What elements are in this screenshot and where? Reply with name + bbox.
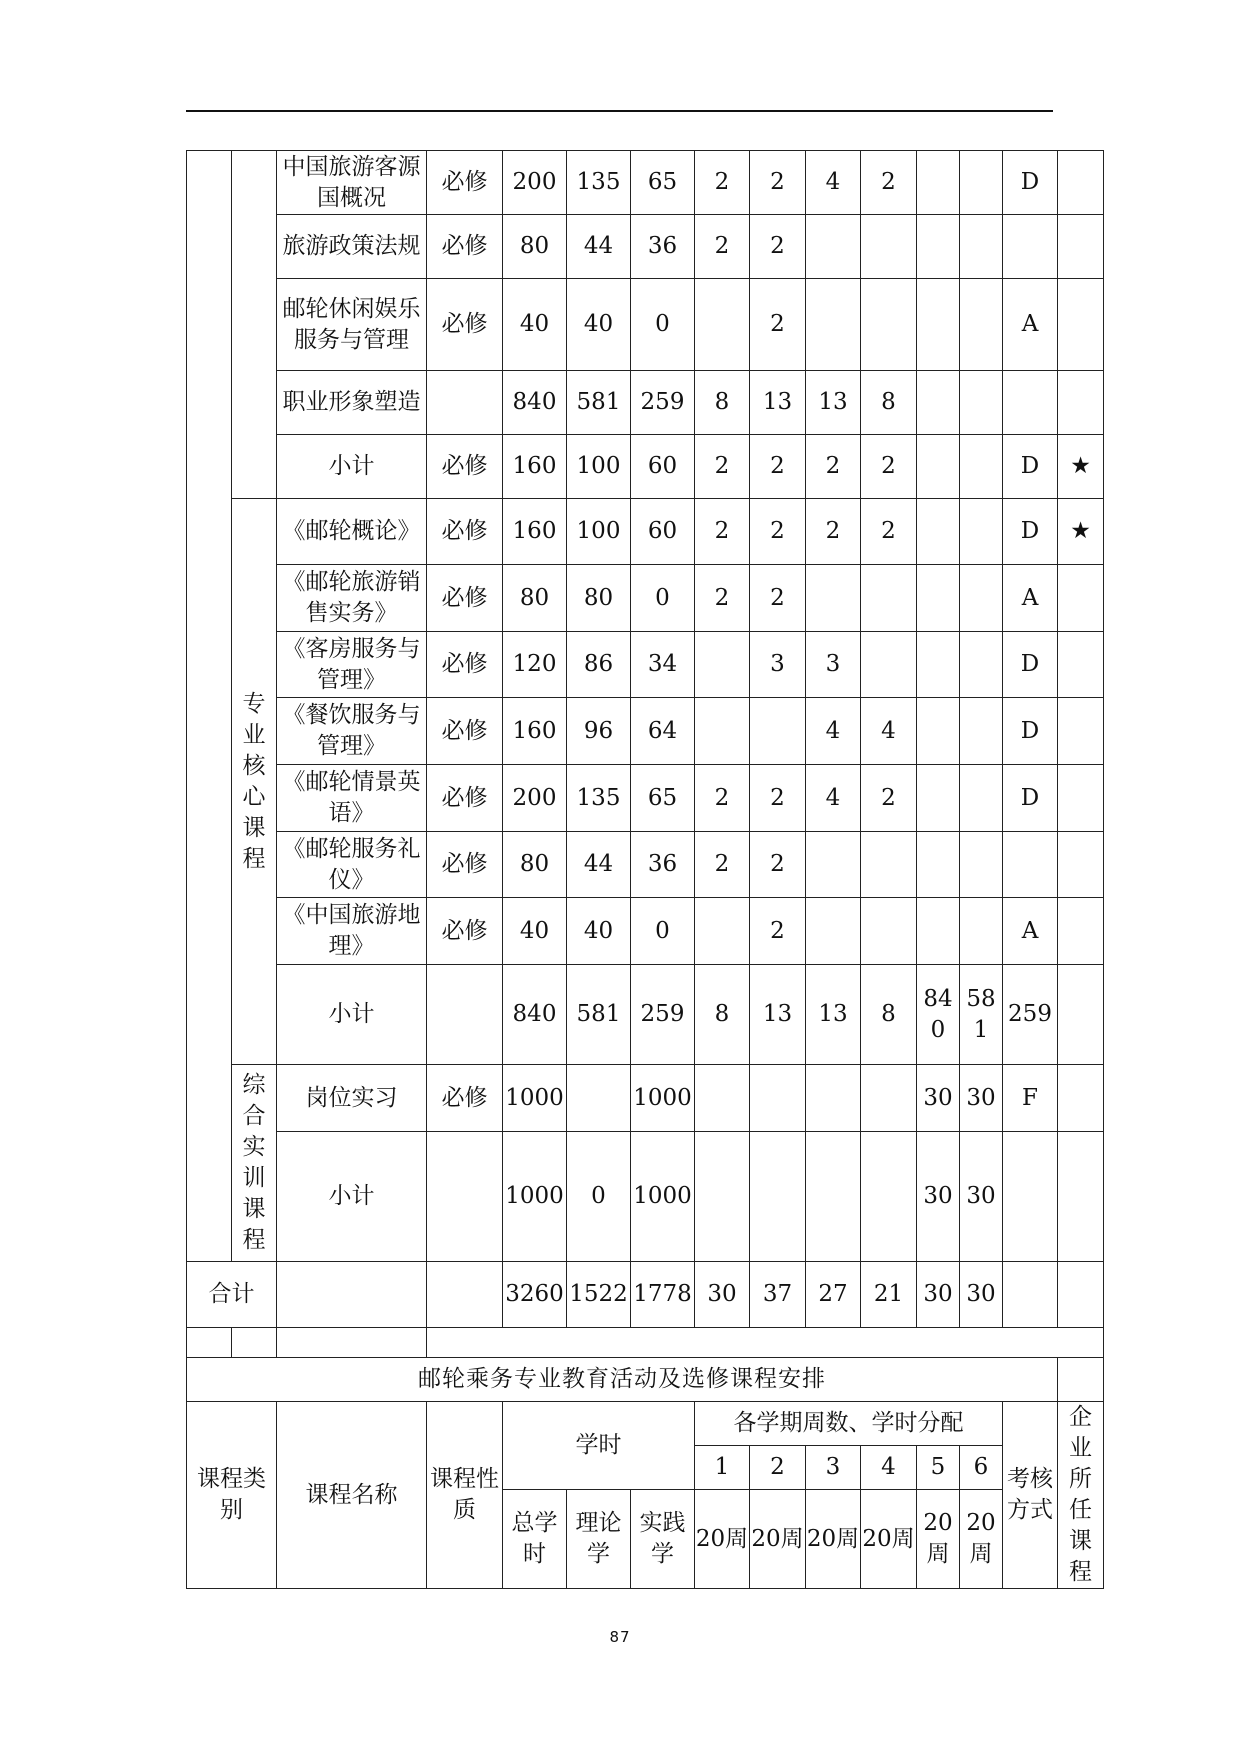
theory-hours: 100	[567, 499, 631, 565]
subcategory-column	[232, 151, 277, 499]
sem2: 2	[750, 832, 806, 898]
sem2: 2	[750, 279, 806, 371]
theory-hours: 96	[567, 698, 631, 765]
sem1: 8	[695, 965, 750, 1065]
sem2: 13	[750, 965, 806, 1065]
sem6	[960, 435, 1003, 499]
exam-method: A	[1003, 279, 1058, 371]
sem1: 2	[695, 832, 750, 898]
sem5	[917, 279, 960, 371]
exam-method: D	[1003, 435, 1058, 499]
sem6	[960, 632, 1003, 698]
table-row	[187, 898, 1104, 965]
total-hours: 80	[503, 215, 567, 279]
sem6	[960, 499, 1003, 565]
sem2: 2	[750, 215, 806, 279]
sem3	[806, 565, 861, 632]
table-row	[187, 1132, 1104, 1262]
practice-hours: 36	[631, 832, 695, 898]
section-title-row	[187, 1358, 1104, 1402]
header-row	[187, 1402, 1104, 1446]
sem6	[960, 151, 1003, 215]
sem5: 30	[917, 1065, 960, 1132]
total-hours: 120	[503, 632, 567, 698]
table-row	[187, 151, 1104, 215]
sem6	[960, 698, 1003, 765]
course-name: 职业形象塑造	[277, 371, 427, 435]
course-nature	[427, 965, 503, 1065]
total-name-blank	[277, 1262, 427, 1328]
header-enterprise-course: 企业所任课程	[1058, 1402, 1104, 1589]
total-nature-blank	[427, 1262, 503, 1328]
exam-method: D	[1003, 765, 1058, 832]
header-sem-2: 2	[750, 1446, 806, 1490]
enterprise-mark	[1058, 151, 1104, 215]
sem1	[695, 279, 750, 371]
sem3: 2	[806, 499, 861, 565]
table-row	[187, 279, 1104, 371]
table-row	[187, 565, 1104, 632]
curriculum-table	[186, 150, 1104, 1589]
sem3: 13	[806, 965, 861, 1065]
table-row	[187, 1065, 1104, 1132]
header-weeks-6: 20周	[960, 1490, 1003, 1589]
enterprise-mark	[1058, 632, 1104, 698]
exam-method: 259	[1003, 965, 1058, 1065]
sem1: 2	[695, 499, 750, 565]
enterprise-mark: ★	[1058, 435, 1104, 499]
sem5: 30	[917, 1132, 960, 1262]
sem2: 2	[750, 435, 806, 499]
sem4	[861, 565, 917, 632]
sem6: 30	[960, 1065, 1003, 1132]
header-sem-6: 6	[960, 1446, 1003, 1490]
sem4: 2	[861, 765, 917, 832]
header-weeks-1: 20周	[695, 1490, 750, 1589]
theory-hours: 135	[567, 151, 631, 215]
total-sem1: 30	[695, 1262, 750, 1328]
sem5	[917, 565, 960, 632]
sem4: 8	[861, 371, 917, 435]
exam-method: D	[1003, 698, 1058, 765]
enterprise-mark	[1058, 1065, 1104, 1132]
practice-hours: 0	[631, 279, 695, 371]
sem5	[917, 371, 960, 435]
sem2: 13	[750, 371, 806, 435]
sem3: 4	[806, 698, 861, 765]
sem3: 4	[806, 151, 861, 215]
practice-hours: 65	[631, 765, 695, 832]
enterprise-mark	[1058, 698, 1104, 765]
sem2	[750, 698, 806, 765]
core-course-label: 专业核心课程	[232, 499, 277, 1065]
sem3: 13	[806, 371, 861, 435]
practice-hours: 34	[631, 632, 695, 698]
header-exam-method: 考核方式	[1003, 1402, 1058, 1589]
total-sem3: 27	[806, 1262, 861, 1328]
course-nature: 必修	[427, 1065, 503, 1132]
sem3	[806, 1132, 861, 1262]
header-semesters: 各学期周数、学时分配	[695, 1402, 1003, 1446]
blank-cell	[187, 1328, 232, 1358]
course-name: 《邮轮概论》	[277, 499, 427, 565]
sem6	[960, 565, 1003, 632]
practice-hours: 64	[631, 698, 695, 765]
sem1: 2	[695, 151, 750, 215]
blank-cell	[232, 1328, 277, 1358]
course-nature	[427, 371, 503, 435]
course-name: 邮轮休闲娱乐服务与管理	[277, 279, 427, 371]
total-hours: 160	[503, 698, 567, 765]
header-weeks-4: 20周	[861, 1490, 917, 1589]
total-sem2: 37	[750, 1262, 806, 1328]
sem6	[960, 765, 1003, 832]
sem1: 2	[695, 565, 750, 632]
sem1: 8	[695, 371, 750, 435]
course-name: 《邮轮服务礼仪》	[277, 832, 427, 898]
theory-hours: 44	[567, 832, 631, 898]
sem5: 840	[917, 965, 960, 1065]
course-nature: 必修	[427, 279, 503, 371]
sem3: 3	[806, 632, 861, 698]
theory-hours: 581	[567, 371, 631, 435]
sem2	[750, 1132, 806, 1262]
total-row	[187, 1262, 1104, 1328]
sem2: 2	[750, 499, 806, 565]
total-total-hours: 3260	[503, 1262, 567, 1328]
practice-hours: 1000	[631, 1132, 695, 1262]
course-nature: 必修	[427, 898, 503, 965]
sem6	[960, 832, 1003, 898]
exam-method	[1003, 371, 1058, 435]
enterprise-mark	[1058, 215, 1104, 279]
total-label: 合计	[187, 1262, 277, 1328]
sem6: 581	[960, 965, 1003, 1065]
exam-method: A	[1003, 565, 1058, 632]
course-nature: 必修	[427, 499, 503, 565]
enterprise-mark: ★	[1058, 499, 1104, 565]
enterprise-mark	[1058, 1132, 1104, 1262]
table-row	[187, 965, 1104, 1065]
sem1	[695, 698, 750, 765]
total-hours: 40	[503, 279, 567, 371]
sem2	[750, 1065, 806, 1132]
enterprise-mark	[1058, 765, 1104, 832]
sem2: 2	[750, 765, 806, 832]
total-hours: 160	[503, 499, 567, 565]
exam-method	[1003, 1132, 1058, 1262]
header-weeks-5: 20周	[917, 1490, 960, 1589]
practice-hours: 0	[631, 898, 695, 965]
sem2: 2	[750, 565, 806, 632]
total-mark-blank	[1058, 1262, 1104, 1328]
total-hours: 80	[503, 832, 567, 898]
section-title: 邮轮乘务专业教育活动及选修课程安排	[187, 1358, 1058, 1402]
theory-hours: 40	[567, 279, 631, 371]
header-weeks-3: 20周	[806, 1490, 861, 1589]
course-nature: 必修	[427, 215, 503, 279]
header-rule	[186, 110, 1053, 112]
table-row	[187, 698, 1104, 765]
table-row	[187, 215, 1104, 279]
table-row	[187, 435, 1104, 499]
table-row	[187, 632, 1104, 698]
enterprise-mark	[1058, 832, 1104, 898]
sem6	[960, 898, 1003, 965]
total-hours: 840	[503, 965, 567, 1065]
total-hours: 1000	[503, 1132, 567, 1262]
sem4	[861, 1132, 917, 1262]
theory-hours	[567, 1065, 631, 1132]
course-nature: 必修	[427, 765, 503, 832]
sem4	[861, 832, 917, 898]
sem5	[917, 698, 960, 765]
sem4	[861, 215, 917, 279]
theory-hours: 80	[567, 565, 631, 632]
sem1: 2	[695, 215, 750, 279]
course-nature	[427, 1132, 503, 1262]
sem5	[917, 435, 960, 499]
enterprise-mark	[1058, 565, 1104, 632]
sem3	[806, 215, 861, 279]
header-practice-hours: 实践学	[631, 1490, 695, 1589]
sem5	[917, 215, 960, 279]
sem1: 2	[695, 435, 750, 499]
header-total-hours: 总学时	[503, 1490, 567, 1589]
sem4: 4	[861, 698, 917, 765]
theory-hours: 40	[567, 898, 631, 965]
sem6	[960, 279, 1003, 371]
practice-hours: 60	[631, 435, 695, 499]
sem2: 2	[750, 151, 806, 215]
course-nature: 必修	[427, 435, 503, 499]
theory-hours: 135	[567, 765, 631, 832]
sem3	[806, 898, 861, 965]
exam-method: F	[1003, 1065, 1058, 1132]
sem3	[806, 279, 861, 371]
total-hours: 1000	[503, 1065, 567, 1132]
exam-method	[1003, 832, 1058, 898]
total-hours: 200	[503, 765, 567, 832]
course-name: 小计	[277, 435, 427, 499]
sem4	[861, 898, 917, 965]
course-name: 《邮轮旅游销售实务》	[277, 565, 427, 632]
category-column	[187, 151, 232, 1262]
sem1	[695, 1065, 750, 1132]
header-sem-5: 5	[917, 1446, 960, 1490]
enterprise-mark	[1058, 371, 1104, 435]
theory-hours: 0	[567, 1132, 631, 1262]
total-hours: 840	[503, 371, 567, 435]
table-row	[187, 371, 1104, 435]
total-hours: 200	[503, 151, 567, 215]
sem6	[960, 371, 1003, 435]
header-sem-3: 3	[806, 1446, 861, 1490]
course-name: 岗位实习	[277, 1065, 427, 1132]
course-nature: 必修	[427, 632, 503, 698]
total-sem5: 30	[917, 1262, 960, 1328]
course-nature: 必修	[427, 698, 503, 765]
total-sem4: 21	[861, 1262, 917, 1328]
sem1	[695, 898, 750, 965]
header-hours: 学时	[503, 1402, 695, 1490]
sem5	[917, 832, 960, 898]
sem4: 8	[861, 965, 917, 1065]
course-name: 旅游政策法规	[277, 215, 427, 279]
sem4: 2	[861, 499, 917, 565]
sem5	[917, 151, 960, 215]
course-name: 小计	[277, 1132, 427, 1262]
table-row	[187, 765, 1104, 832]
title-blank	[1058, 1358, 1104, 1402]
sem2: 3	[750, 632, 806, 698]
blank-row	[187, 1328, 1104, 1358]
practice-hours: 1000	[631, 1065, 695, 1132]
sem1	[695, 632, 750, 698]
enterprise-mark	[1058, 898, 1104, 965]
sem2: 2	[750, 898, 806, 965]
sem4	[861, 1065, 917, 1132]
theory-hours: 100	[567, 435, 631, 499]
table-row	[187, 499, 1104, 565]
sem4	[861, 632, 917, 698]
header-sem-4: 4	[861, 1446, 917, 1490]
exam-method: D	[1003, 632, 1058, 698]
practice-hours: 60	[631, 499, 695, 565]
header-theory-hours: 理论学	[567, 1490, 631, 1589]
header-weeks-2: 20周	[750, 1490, 806, 1589]
sem6: 30	[960, 1132, 1003, 1262]
sem5	[917, 898, 960, 965]
theory-hours: 581	[567, 965, 631, 1065]
header-sem-1: 1	[695, 1446, 750, 1490]
sem5	[917, 632, 960, 698]
exam-method: A	[1003, 898, 1058, 965]
practice-hours: 65	[631, 151, 695, 215]
header-course-name: 课程名称	[277, 1402, 427, 1589]
total-sem6: 30	[960, 1262, 1003, 1328]
sem5	[917, 499, 960, 565]
theory-hours: 86	[567, 632, 631, 698]
sem1: 2	[695, 765, 750, 832]
practice-hours: 36	[631, 215, 695, 279]
exam-method	[1003, 215, 1058, 279]
course-nature: 必修	[427, 151, 503, 215]
sem4	[861, 279, 917, 371]
exam-method: D	[1003, 151, 1058, 215]
sem1	[695, 1132, 750, 1262]
practice-hours: 259	[631, 371, 695, 435]
enterprise-mark	[1058, 965, 1104, 1065]
total-hours: 160	[503, 435, 567, 499]
enterprise-mark	[1058, 279, 1104, 371]
training-course-label: 综合实训课程	[232, 1065, 277, 1262]
sem4: 2	[861, 151, 917, 215]
course-nature: 必修	[427, 832, 503, 898]
sem3	[806, 832, 861, 898]
course-name: 《餐饮服务与管理》	[277, 698, 427, 765]
theory-hours: 44	[567, 215, 631, 279]
total-theory-hours: 1522	[567, 1262, 631, 1328]
header-course-nature: 课程性质	[427, 1402, 503, 1589]
practice-hours: 259	[631, 965, 695, 1065]
total-hours: 80	[503, 565, 567, 632]
sem6	[960, 215, 1003, 279]
sem4: 2	[861, 435, 917, 499]
total-exam-blank	[1003, 1262, 1058, 1328]
practice-hours: 0	[631, 565, 695, 632]
total-hours: 40	[503, 898, 567, 965]
course-name: 《邮轮情景英语》	[277, 765, 427, 832]
sem3: 2	[806, 435, 861, 499]
blank-cell	[277, 1328, 427, 1358]
header-category: 课程类别	[187, 1402, 277, 1589]
sem3: 4	[806, 765, 861, 832]
sem5	[917, 765, 960, 832]
course-name: 《中国旅游地理》	[277, 898, 427, 965]
course-nature: 必修	[427, 565, 503, 632]
sem3	[806, 1065, 861, 1132]
total-practice-hours: 1778	[631, 1262, 695, 1328]
course-name: 小计	[277, 965, 427, 1065]
exam-method: D	[1003, 499, 1058, 565]
blank-cell	[427, 1328, 1104, 1358]
table-row	[187, 832, 1104, 898]
page-number: 87	[609, 1628, 631, 1646]
course-name: 中国旅游客源国概况	[277, 151, 427, 215]
course-name: 《客房服务与管理》	[277, 632, 427, 698]
